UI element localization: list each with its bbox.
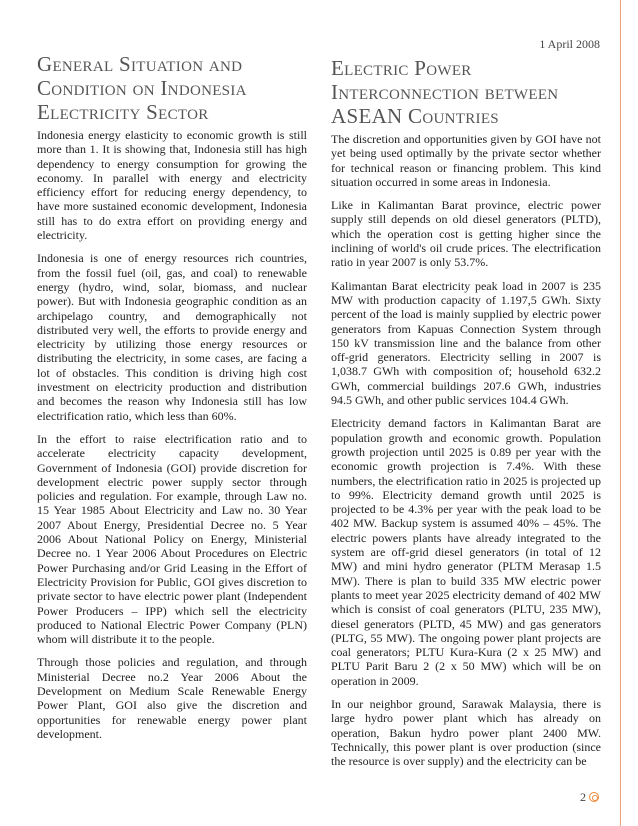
left-column — [37, 52, 307, 750]
right-column — [331, 56, 601, 777]
issue-date: 1 April 2008 — [539, 37, 600, 51]
section-title: Electric Power Interconnection between ASEAN Countries — [331, 56, 559, 128]
page-number-text: 2 — [580, 790, 586, 804]
paragraph: Indonesia is one of energy resources rich countries, from the fossil fuel (oil, gas, and coal) to renewable energy (hydro, wind, solar, biomass, and nuclear power). But with Indonesia geographic condition as an archipelago country, and demographically not distributed very well, the efforts to provide energy and electricity by utilizing those energy resources or distributing the electricity, in some cases, are facing a lot of obstacles. This condition is driving high cost investment on electricity production and distribution and becomes the reason why Indonesia still has low electrification ratio, which less than 60%. — [37, 251, 307, 423]
concentric-circle-icon — [589, 792, 599, 802]
section-title: General Situation and Condition on Indonesia Electricity Sector — [37, 52, 247, 124]
paragraph: In the effort to raise electrification ratio and to accelerate electricity capacity development, Government of Indonesia (GOI) provide discretion for development electric power supply sector through policies and regulation. For example, through Law no. 15 Year 1985 About Electricity and Law no. 30 Year 2007 About Energy, Presidential Decree no. 5 Year 2006 About National Policy on Energy, Ministerial Decree no. 1 Year 2006 About Procedures on Electric Power Purchasing and/or Grid Leasing in the Effort of Electricity Provision for Public, GOI gives discretion to private sector to have electric power plant (Independent Power Producers – IPP) which sell the electricity produced to National Electric Power Company (PLN) whom will distribute it to the people. — [37, 431, 307, 647]
paragraph: Through those policies and regulation, and through Ministerial Decree no.2 Year 2006 About the Development on Medium Scale Renewable Energy Power Plant, GOI also give the discretion and opportunities for renewable energy power plant development. — [37, 655, 307, 741]
paragraph: Indonesia energy elasticity to economic growth is still more than 1. It is showing that, Indonesia still has high dependency to energy consumption for growing the economy. In parallel with energy and electricity efficiency effort for reducing energy dependency, to have more sustained economic development, Indonesia still has to do extra effort on providing energy and electricity. — [37, 128, 307, 243]
margin-rule — [620, 0, 621, 826]
paragraph: Electricity demand factors in Kalimantan Barat are population growth and economic growth. Population growth projection until 2025 is 0.89 per year with the economic growth projection is 7.4%. With these numbers, the electrification ratio in 2025 is projected up to 99%. Electricity demand growth until 2025 is projected to be 4.3% per year with the peak load to be 402 MW. Backup system is assumed 40% – 45%. The electric powers plants have already integrated to the system are off-grid diesel generators (in total of 12 MW) and mini hydro generator (PLTM Merasap 1.5 MW). There is plan to build 335 MW electric power plants to meet year 2025 electricity demand of 402 MW which is consist of coal generators (PLTU, 235 MW), diesel generators (PLTD, 45 MW) and gas generators (PLTG, 55 MW). The ongoing power plant projects are coal generators; PLTU Kura-Kura (2 x 25 MW) and PLTU Parit Baru 2 (2 x 50 MW) which will be on operation in 2009. — [331, 416, 601, 688]
paragraph: The discretion and opportunities given by GOI have not yet being used optimally by the private sector whether for technical reason or financing problem. This kind situation occurred in some areas in Indonesia. — [331, 132, 601, 189]
paragraph: Like in Kalimantan Barat province, electric power supply still depends on old diesel generators (PLTD), which the operation cost is getting higher since the inclining of world's oil crude prices. The electrification ratio in year 2007 is only 53.7%. — [331, 198, 601, 270]
paragraph: In our neighbor ground, Sarawak Malaysia, there is large hydro power plant which has already on operation, Bakun hydro power plant 2400 MW. Technically, this power plant is over production (since the resource is over supply) and the electricity can be — [331, 696, 601, 769]
paragraph: Kalimantan Barat electricity peak load in 2007 is 235 MW with production capacity of 1.197,5 GWh. Sixty percent of the load is mainly supplied by electric power generators from Kapuas Connection System through 150 kV transmission line and the balance from other off-grid generators. Electricity selling in 2007 is 1,038.7 GWh with composition of; household 632.2 GWh, commercial buildings 207.6 GWh, industries 94.5 GWh, and other public services 104.4 GWh. — [331, 278, 601, 408]
page-number — [580, 790, 599, 804]
